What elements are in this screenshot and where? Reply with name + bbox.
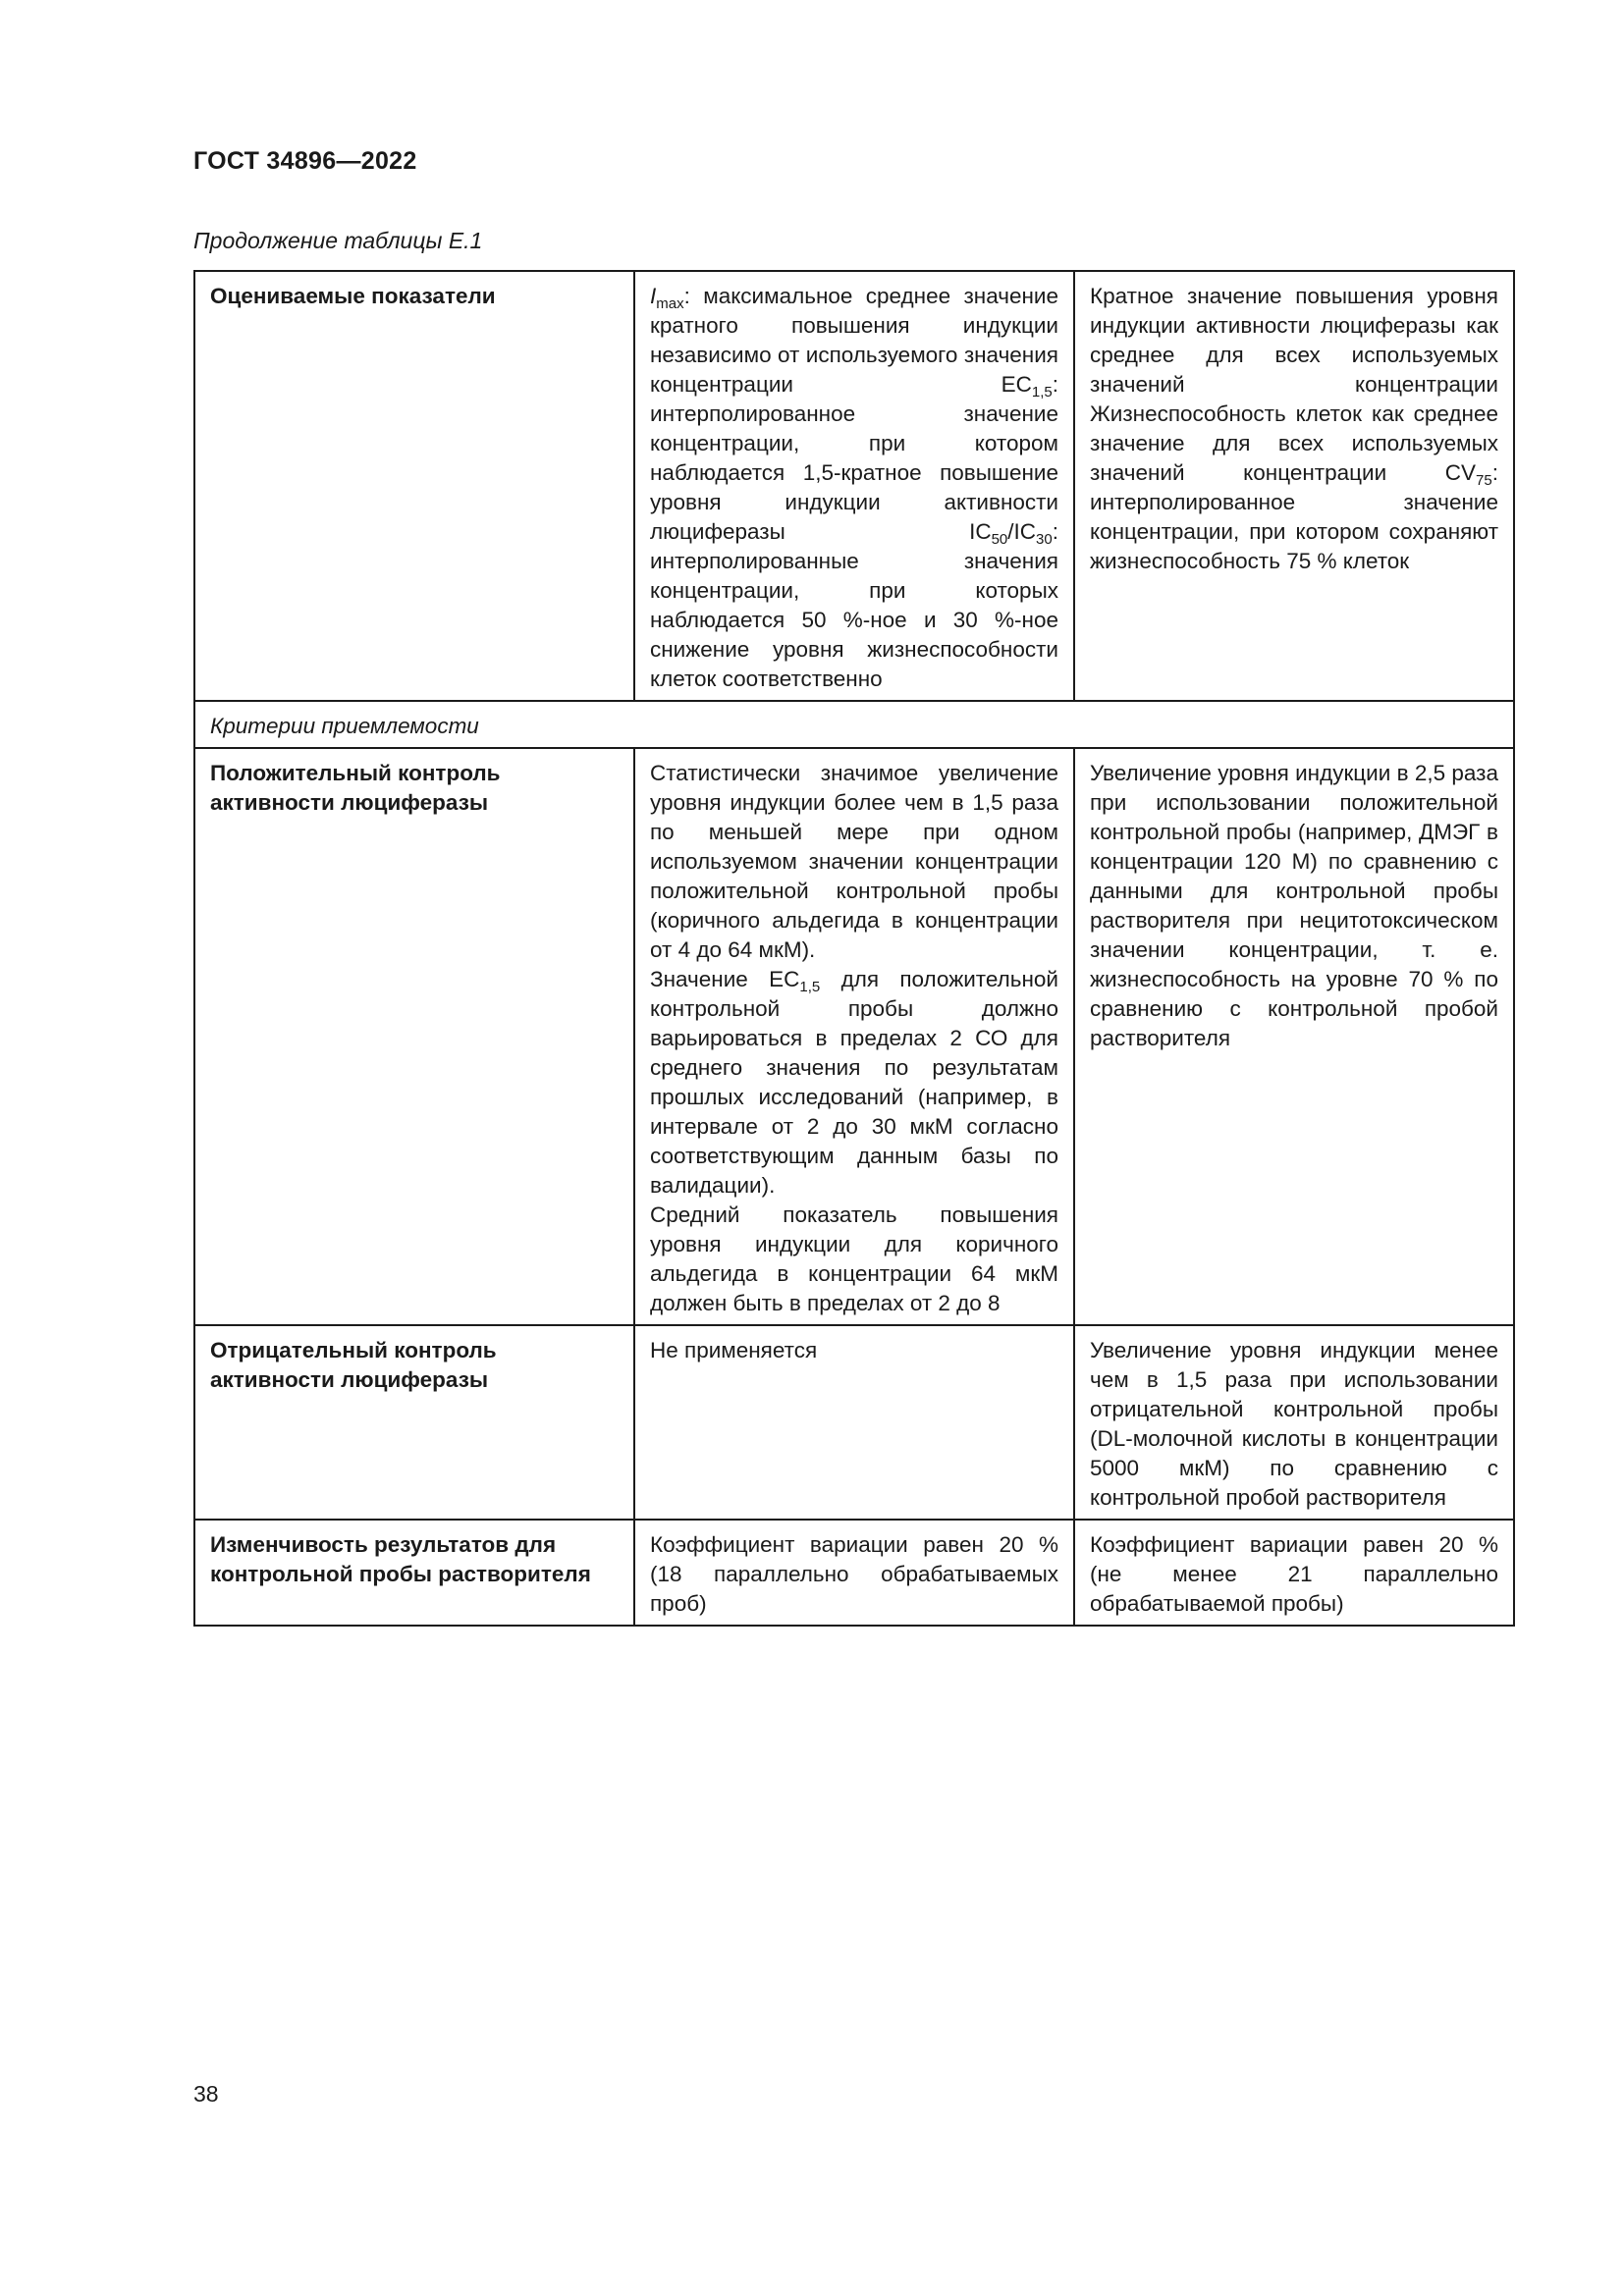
cv-symbol: CV — [1444, 460, 1477, 485]
ec-symbol: EC — [1001, 372, 1032, 397]
document-header: ГОСТ 34896—2022 — [193, 147, 417, 175]
ec-subscript: 1,5 — [799, 979, 821, 995]
ec-prefix: Значение EC — [650, 967, 800, 991]
row-label: Изменчивость результатов для контрольной пробы растворителя — [194, 1520, 634, 1626]
table-caption: Продолжение таблицы Е.1 — [193, 228, 483, 253]
ec-definition: : интерполированное значение концентрации, при котором наблюдается 1,5-кратное повышение уровня индукции активности люциферазы — [650, 372, 1058, 544]
fold-induction-definition: Кратное значение повышения уровня индукции активности люциферазы как среднее для всех используемых значений концентрации — [1090, 284, 1498, 397]
table-cell: Увеличение уровня индукции в 2,5 раза при использовании положительной контрольной пробы (например, ДМЭГ в концентрации 120 М) по сравнению с данными для контрольной пробы растворителя при нецитотоксическом значении концентрации, т. е. жизнеспособность на уровне 70 % по сравнению с контрольной пробой растворителя — [1074, 748, 1514, 1325]
table-row — [194, 748, 1514, 1325]
table-row — [194, 1325, 1514, 1520]
table-cell: Коэффициент вариации равен 20 % (18 параллельно обрабатываемых проб) — [634, 1520, 1074, 1626]
table-cell: Коэффициент вариации равен 20 % (не менее 21 параллельно обрабатываемой пробы) — [1074, 1520, 1514, 1626]
table-cell — [634, 271, 1074, 701]
ic30-symbol: /IC — [1007, 519, 1037, 544]
row-label: Отрицательный контроль активности люциферазы — [194, 1325, 634, 1520]
imax-subscript: max — [656, 295, 684, 312]
table-section-row — [194, 701, 1514, 748]
ic50-subscript: 50 — [991, 531, 1008, 548]
table-cell — [1074, 271, 1514, 701]
table-cell: Не применяется — [634, 1325, 1074, 1520]
criteria-table — [193, 270, 1515, 1627]
table-cell: Увеличение уровня индукции менее чем в 1,5 раза при использовании отрицательной контрольной пробы (DL-молочной кислоты в концентрации 5000 мкМ) по сравнению с контрольной пробой растворителя — [1074, 1325, 1514, 1520]
cv-definition: : интерполированное значение концентрации, при котором сохраняют жизнеспособность 75 % клеток — [1090, 460, 1498, 573]
positive-criterion-text: Статистически значимое увеличение уровня индукции более чем в 1,5 раза по меньшей мере при одном используемом значении концентрации положительной контрольной пробы (коричного альдегида в концентрации от 4 до 64 мкМ). — [650, 761, 1058, 962]
ic50-symbol: IC — [969, 519, 992, 544]
imax-definition: : максимальное среднее значение кратного повышения индукции независимо от используемого значения концентрации — [650, 284, 1058, 397]
ec-criterion-text: для положительной контрольной пробы должно варьироваться в пределах 2 СО для среднего значения по результатам прошлых исследований (например, в интервале от 2 до 30 мкМ согласно соответствующим данным базы по валидации). — [650, 967, 1058, 1198]
imax-symbol: I — [650, 284, 657, 308]
page-number: 38 — [193, 2081, 219, 2107]
table-row — [194, 1520, 1514, 1626]
viability-definition: Жизнеспособность клеток как среднее значение для всех используемых значений концентрации — [1090, 401, 1498, 485]
section-title: Критерии приемлемости — [194, 701, 1514, 748]
ic30-subscript: 30 — [1036, 531, 1053, 548]
table-cell — [634, 748, 1074, 1325]
row-label: Положительный контроль активности люциферазы — [194, 748, 634, 1325]
mean-induction-text: Средний показатель повышения уровня индукции для коричного альдегида в концентрации 64 мкМ должен быть в пределах от 2 до 8 — [650, 1202, 1058, 1315]
cv-subscript: 75 — [1476, 472, 1492, 489]
row-label: Оцениваемые показатели — [194, 271, 634, 701]
ec-subscript: 1,5 — [1031, 384, 1053, 400]
ic-definition: : интерполированные значения концентрации, при которых наблюдается 50 %-ное и 30 %-ное снижение уровня жизнеспособности клеток соответственно — [650, 519, 1058, 691]
table-row — [194, 271, 1514, 701]
